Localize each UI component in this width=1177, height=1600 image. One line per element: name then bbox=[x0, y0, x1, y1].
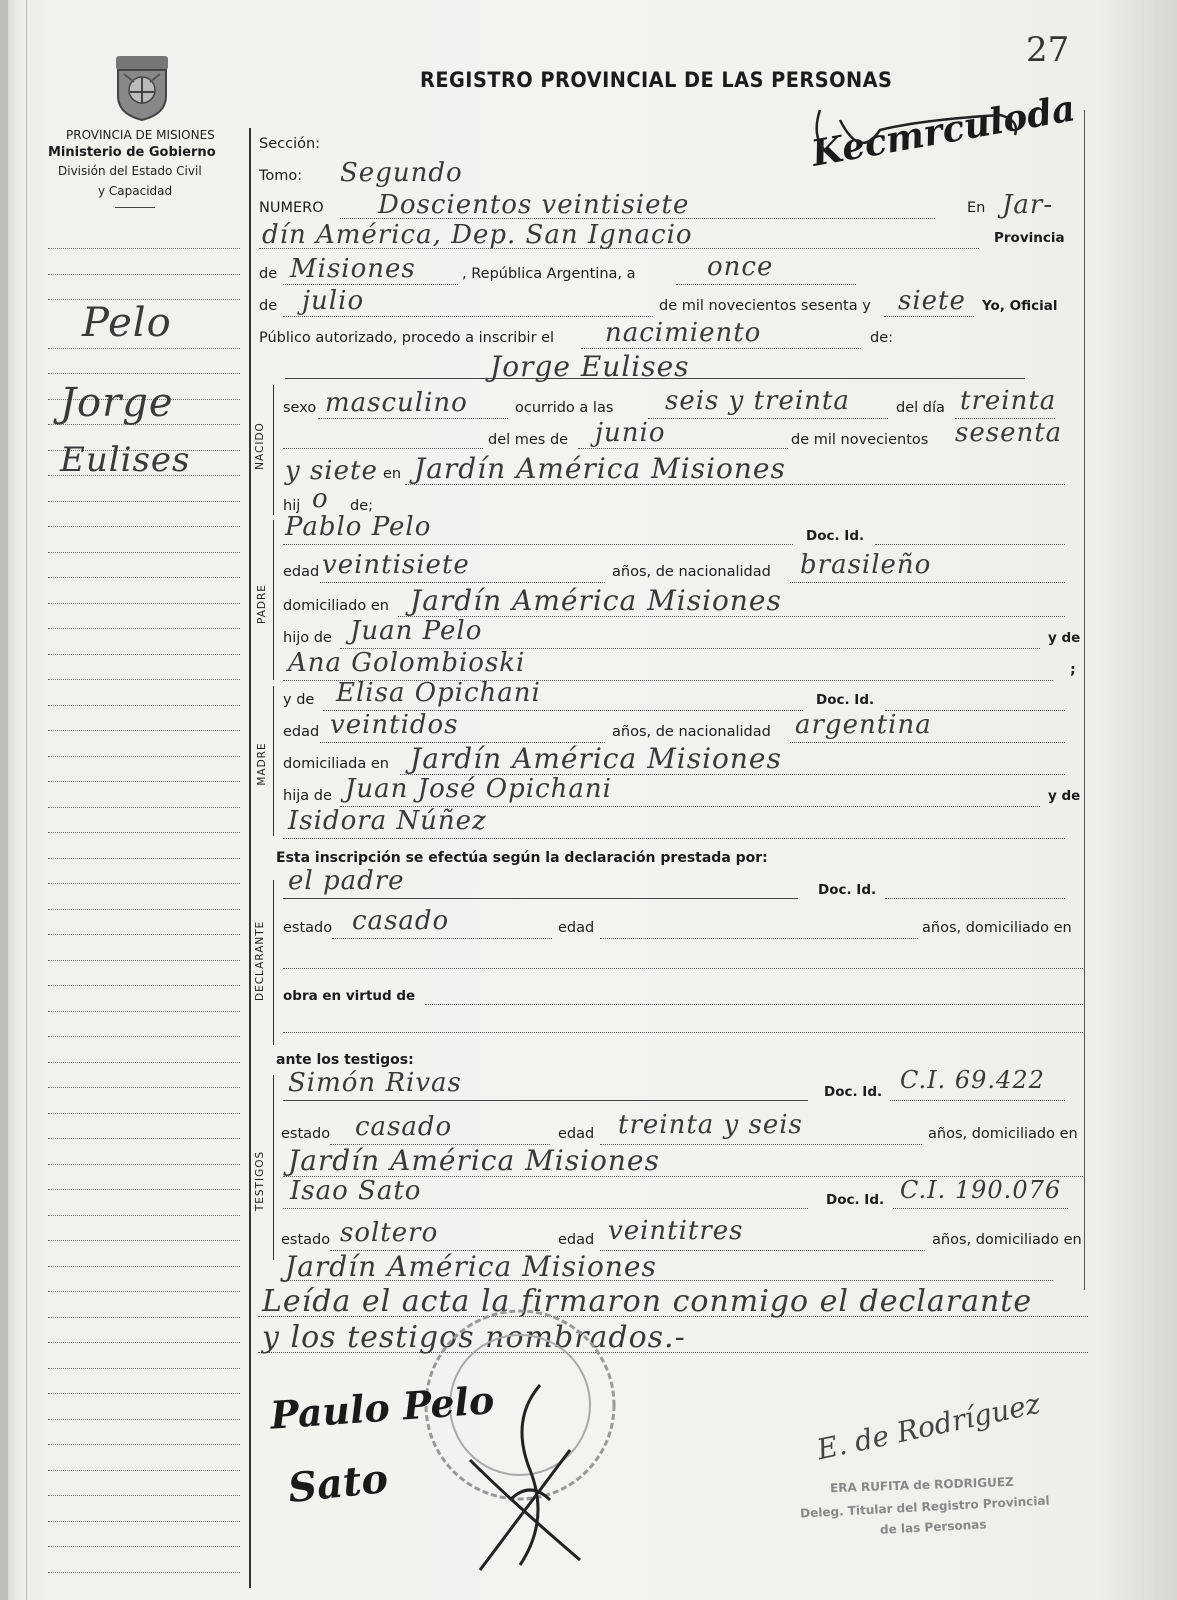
padre-side-label: PADRE bbox=[256, 584, 268, 624]
nacido-rule bbox=[273, 385, 274, 515]
hij-label: hij bbox=[283, 498, 301, 514]
margin-second-name: Eulises bbox=[60, 440, 191, 480]
registered-name: Jorge Eulises bbox=[490, 350, 690, 383]
del-mes-label: del mes de bbox=[488, 432, 569, 448]
padre-rule bbox=[273, 520, 274, 680]
declarante-intro: Esta inscripción se efectúa según la declaración prestada por: bbox=[276, 850, 768, 866]
padre-edad-label: edad bbox=[283, 564, 320, 580]
madre-rule bbox=[273, 686, 274, 836]
de-colon-label: de: bbox=[870, 330, 894, 346]
office-underline bbox=[115, 207, 155, 208]
madre-domicilio-label: domiciliada en bbox=[283, 756, 389, 772]
month-line bbox=[283, 316, 653, 317]
padre-edad-line bbox=[320, 582, 605, 583]
signature-padre: Paulo Pelo bbox=[268, 1377, 496, 1438]
declarante-edad-line bbox=[600, 938, 918, 939]
madre-nacionalidad-line bbox=[790, 742, 1065, 743]
madre-de-padre: Ana Golombioski bbox=[288, 648, 526, 678]
testigo2-name: Isao Sato bbox=[290, 1176, 422, 1206]
madre-nacionalidad-label: años, de nacionalidad bbox=[612, 724, 771, 740]
numero-label: NUMERO bbox=[259, 200, 324, 216]
madre-side-label: MADRE bbox=[256, 742, 268, 786]
mil-novecientos-label: de mil novecientos bbox=[791, 432, 929, 448]
margin-first-name: Jorge bbox=[60, 380, 174, 426]
declarante-name: el padre bbox=[288, 866, 405, 896]
mes-value: junio bbox=[595, 418, 666, 448]
signature-oficial: E. de Rodríguez bbox=[814, 1386, 1044, 1467]
padre-doc-label: Doc. Id. bbox=[806, 528, 865, 544]
en-label: En bbox=[967, 200, 986, 216]
publico-label: Público autorizado, procedo a inscribir el bbox=[259, 330, 555, 346]
office-province: PROVINCIA DE MISIONES bbox=[66, 128, 215, 142]
padre-doc-line bbox=[875, 544, 1065, 545]
declarante-estado-value: casado bbox=[352, 906, 450, 936]
padre-nacionalidad-line bbox=[790, 582, 1065, 583]
hora-value: seis y treinta bbox=[665, 386, 850, 416]
madre-abuela-line bbox=[283, 838, 1065, 839]
de-semicolon-label: de; bbox=[350, 498, 374, 514]
signature-sato: Sato bbox=[285, 1454, 391, 1513]
office-division: División del Estado Civil bbox=[58, 164, 202, 178]
month-value: julio bbox=[302, 286, 365, 316]
testigos-side-label: TESTIGOS bbox=[254, 1150, 266, 1212]
stamp-line-3: de las Personas bbox=[879, 1517, 987, 1537]
testigo2-edad-value: veintitres bbox=[608, 1216, 744, 1246]
declarante-doc-label: Doc. Id. bbox=[818, 882, 877, 898]
padre-semicolon: ; bbox=[1070, 662, 1076, 678]
hij-value: o bbox=[312, 484, 329, 514]
declarante-edad-label: edad bbox=[558, 920, 595, 936]
acto-value: nacimiento bbox=[605, 318, 762, 348]
page-fold-line bbox=[26, 0, 27, 1600]
office-capacity: y Capacidad bbox=[98, 184, 173, 198]
testigos-intro: ante los testigos: bbox=[276, 1052, 414, 1068]
hora-line bbox=[648, 418, 888, 419]
padre-edad-value: veintisiete bbox=[322, 550, 470, 580]
mes-line bbox=[578, 448, 788, 449]
madre-hija-label: hija de bbox=[283, 788, 332, 804]
nacido-side-label: NACIDO bbox=[254, 422, 266, 470]
testigo2-domicilio-label: años, domiciliado en bbox=[932, 1232, 1082, 1248]
declarante-name-line bbox=[283, 898, 798, 899]
day-value: once bbox=[707, 252, 774, 282]
madre-y-de-label: y de bbox=[283, 692, 315, 708]
testigo1-name-line bbox=[283, 1100, 808, 1101]
padre-nacionalidad-label: años, de nacionalidad bbox=[612, 564, 771, 580]
padre-domicilio-value: Jardín América Misiones bbox=[410, 584, 782, 617]
closing-line-2: y los testigos nombrados.- bbox=[262, 1320, 686, 1355]
madre-doc-label: Doc. Id. bbox=[816, 692, 875, 708]
right-rule bbox=[1084, 110, 1085, 1290]
dia-value: treinta bbox=[960, 386, 1057, 416]
obra-line bbox=[425, 1004, 1085, 1005]
office-ministry: Ministerio de Gobierno bbox=[48, 145, 216, 160]
madre-y-de-label-2: y de bbox=[1048, 788, 1081, 804]
declarante-domicilio-line bbox=[283, 968, 1085, 969]
lugar-value: Jardín América Misiones bbox=[414, 452, 786, 485]
declarante-estado-line bbox=[332, 938, 552, 939]
blank-line-1 bbox=[283, 448, 483, 449]
obra-label: obra en virtud de bbox=[283, 988, 416, 1004]
anio-value: sesenta bbox=[955, 418, 1063, 448]
ocurrido-label: ocurrido a las bbox=[515, 400, 614, 416]
testigo1-edad-value: treinta y seis bbox=[618, 1110, 803, 1140]
padre-de-madre: Juan José Opichani bbox=[345, 774, 612, 804]
testigo1-doc-label: Doc. Id. bbox=[824, 1084, 883, 1100]
padre-de-padre: Juan Pelo bbox=[350, 616, 483, 646]
closing-line-1: Leída el acta la firmaron conmigo el declarante bbox=[262, 1284, 1033, 1319]
testigo2-estado-value: soltero bbox=[340, 1218, 439, 1248]
declarante-side-label: DECLARANTE bbox=[254, 920, 266, 1001]
testigo2-doc-value: C.I. 190.076 bbox=[900, 1176, 1062, 1204]
coat-of-arms-icon bbox=[110, 52, 174, 122]
year-value: siete bbox=[898, 286, 966, 316]
de-label-2: de bbox=[259, 298, 278, 314]
main-left-rule bbox=[249, 128, 251, 1588]
republica-label: , República Argentina, a bbox=[462, 266, 636, 282]
signature-testigo-scribble-icon bbox=[450, 1380, 600, 1580]
padre-nacionalidad-value: brasileño bbox=[800, 550, 932, 580]
oficial-label: Yo, Oficial bbox=[982, 298, 1058, 314]
obra-line-2 bbox=[283, 1032, 1085, 1033]
day-line bbox=[676, 284, 856, 285]
mil-label: de mil novecientos sesenta y bbox=[659, 298, 871, 314]
declarante-rule bbox=[273, 880, 274, 1045]
testigo2-doc-line bbox=[893, 1208, 1068, 1209]
seccion-label: Sección: bbox=[259, 136, 321, 152]
padre-name-line bbox=[283, 544, 793, 545]
declarante-domicilio-label: años, domiciliado en bbox=[922, 920, 1072, 936]
testigo1-estado-label: estado bbox=[281, 1126, 331, 1142]
madre-domicilio-value: Jardín América Misiones bbox=[410, 742, 782, 775]
signature-flourish-icon bbox=[800, 100, 1050, 170]
year-line bbox=[884, 316, 974, 317]
sexo-label: sexo bbox=[283, 400, 317, 416]
padre-y-de-label: y de bbox=[1048, 630, 1081, 646]
stamp-line-2: Deleg. Titular del Registro Provincial bbox=[799, 1493, 1050, 1521]
acto-line bbox=[581, 348, 861, 349]
testigo1-name: Simón Rivas bbox=[288, 1068, 462, 1098]
declarante-estado-label: estado bbox=[283, 920, 333, 936]
padre-name: Pablo Pelo bbox=[285, 512, 432, 542]
provincia-value: Misiones bbox=[290, 254, 416, 284]
place-value: dín América, Dep. San Ignacio bbox=[262, 220, 693, 250]
madre-name: Elisa Opichani bbox=[336, 678, 541, 708]
padre-hijo-label: hijo de bbox=[283, 630, 332, 646]
margin-surname: Pelo bbox=[82, 300, 172, 346]
testigo2-edad-label: edad bbox=[558, 1232, 595, 1248]
madre-edad-label: edad bbox=[283, 724, 320, 740]
numero-value: Doscientos veintisiete bbox=[378, 190, 690, 220]
testigo2-domicilio-value: Jardín América Misiones bbox=[285, 1250, 657, 1283]
stamp-line-1: ERA RUFITA de RODRIGUEZ bbox=[829, 1474, 1014, 1496]
sexo-value: masculino bbox=[325, 388, 468, 418]
top-right-signature: Kecmrculoda bbox=[808, 87, 1079, 175]
provincia-line bbox=[283, 284, 458, 285]
tomo-label: Tomo: bbox=[259, 168, 303, 184]
testigo2-estado-label: estado bbox=[281, 1232, 331, 1248]
padre-domicilio-label: domiciliado en bbox=[283, 598, 389, 614]
page-title: REGISTRO PROVINCIAL DE LAS PERSONAS bbox=[420, 68, 893, 92]
anio-value-2: y siete bbox=[285, 456, 378, 486]
en-value: Jar- bbox=[1002, 190, 1054, 220]
en-label-nacido: en bbox=[383, 466, 402, 482]
testigos-rule bbox=[273, 1075, 274, 1260]
testigo1-doc-value: C.I. 69.422 bbox=[900, 1066, 1045, 1094]
testigo2-doc-label: Doc. Id. bbox=[826, 1192, 885, 1208]
testigo2-name-line bbox=[283, 1208, 808, 1209]
del-dia-label: del día bbox=[896, 400, 945, 416]
binding-edge bbox=[0, 0, 8, 1600]
de-label: de bbox=[259, 266, 278, 282]
madre-nacionalidad-value: argentina bbox=[795, 710, 932, 740]
tomo-value: Segundo bbox=[340, 158, 463, 188]
madre-de-madre: Isidora Núñez bbox=[288, 806, 487, 836]
page-number: 27 bbox=[1026, 30, 1070, 70]
testigo1-domicilio-label: años, domiciliado en bbox=[928, 1126, 1078, 1142]
sexo-line bbox=[318, 418, 508, 419]
testigo1-estado-value: casado bbox=[355, 1112, 453, 1142]
declarante-doc-line bbox=[885, 898, 1065, 899]
madre-edad-value: veintidos bbox=[330, 710, 459, 740]
testigo1-domicilio-value: Jardín América Misiones bbox=[288, 1144, 660, 1177]
testigo1-edad-label: edad bbox=[558, 1126, 595, 1142]
testigo1-doc-line bbox=[890, 1100, 1065, 1101]
provincia-label: Provincia bbox=[994, 230, 1065, 246]
